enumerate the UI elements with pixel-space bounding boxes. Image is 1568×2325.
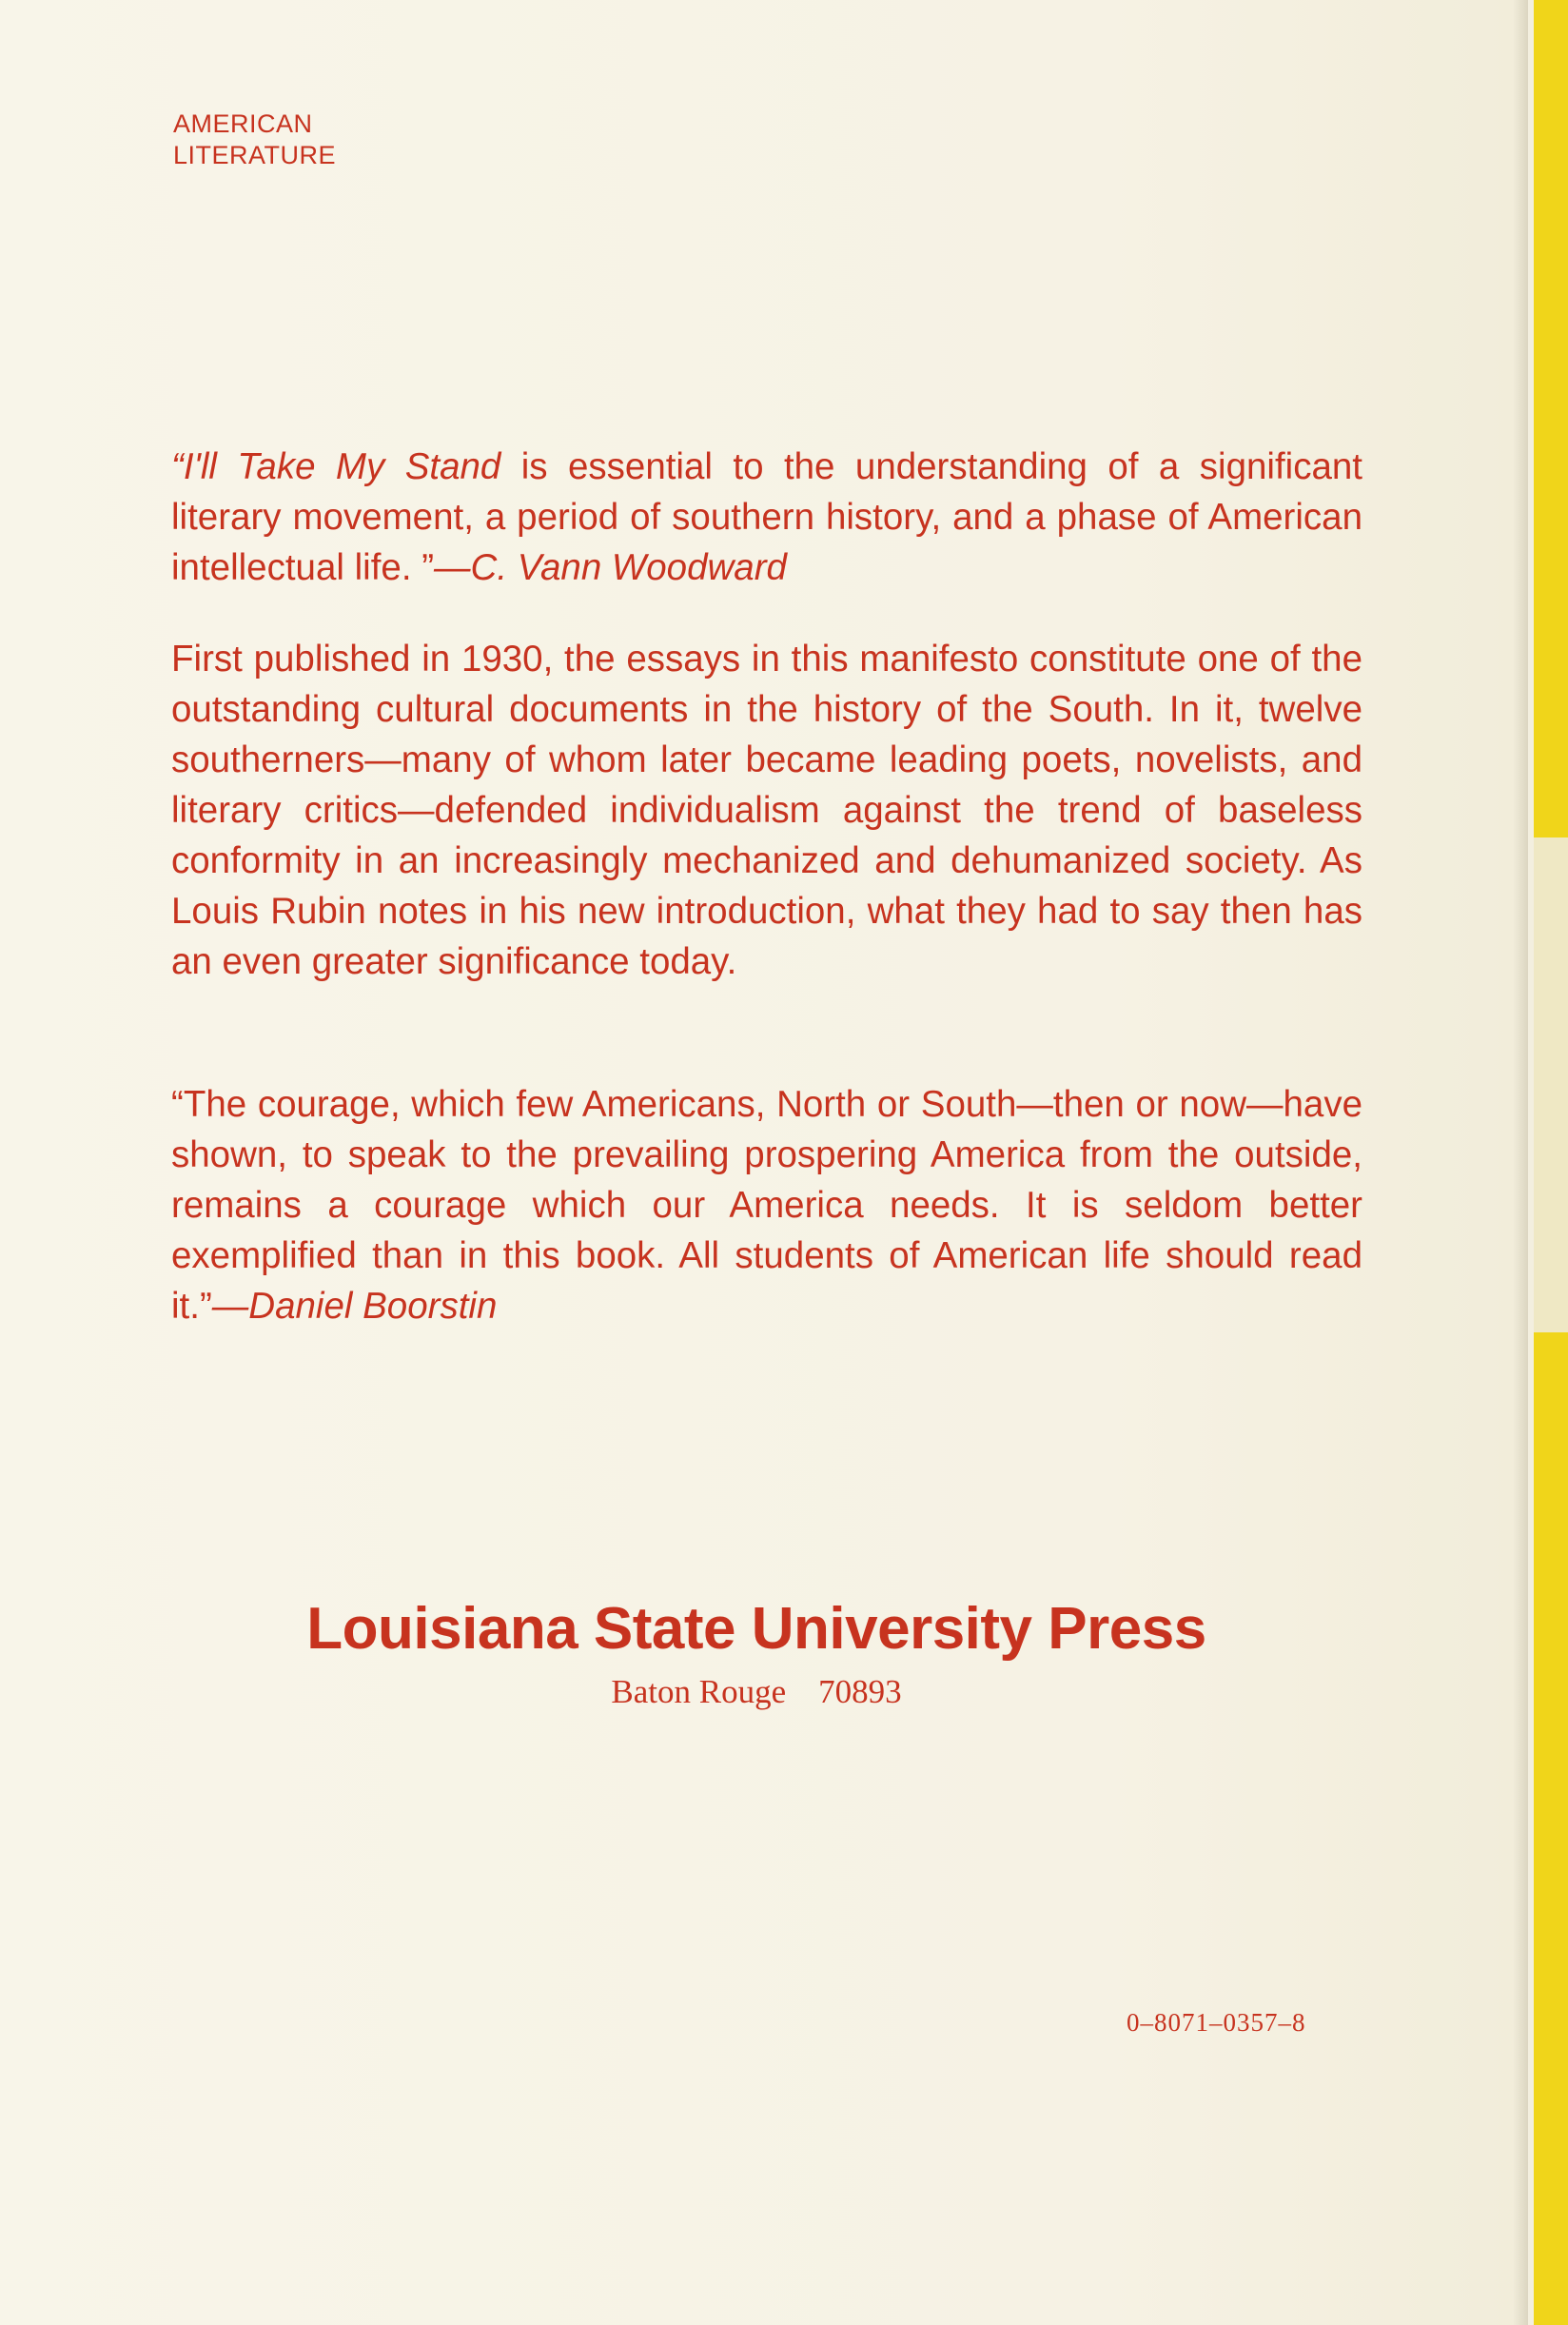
category-line-2: LITERATURE xyxy=(173,141,337,169)
book-description: First published in 1930, the essays in this manifesto constitute one of the outstanding cultural documents in the history of the South. In it, twelve southerners—many of whom later became leading poets, novelists, and literary critics—defended individualism against the trend of baseless conformity in an increasingly mechanized and dehumanized society. As Louis Rubin notes in his new introduction, what they had to say then has an even greater significance today. xyxy=(171,639,1362,982)
spine-faded-band xyxy=(1534,837,1568,1332)
woodward-attribution: —C. Vann Woodward xyxy=(434,547,787,588)
isbn-number: 0–8071–0357–8 xyxy=(1127,2008,1306,2037)
book-title: I'll Take My Stand xyxy=(183,446,501,487)
quote-open-mark: “ xyxy=(171,446,184,487)
spine-yellow-band-lower xyxy=(1534,1332,1568,2325)
publisher-location xyxy=(0,1673,1513,1711)
woodward-quote-text: is essential to the understanding of a significant literary movement, a period of southern history, and a phase of American intellectual life. ” xyxy=(171,446,1362,588)
cover-edge-shadow xyxy=(1513,0,1528,2325)
publisher-city: Baton Rouge xyxy=(611,1673,787,1710)
boorstin-attribution: —Daniel Boorstin xyxy=(211,1286,498,1327)
publisher-name: Louisiana State University Press xyxy=(306,1596,1206,1662)
publisher-zip: 70893 xyxy=(818,1673,902,1710)
category-line-1: AMERICAN xyxy=(173,109,313,138)
woodward-quote xyxy=(171,442,1362,593)
boorstin-quote-text: “The courage, which few Americans, North or South—then or now—have shown, to speak to the prevailing prospering America from the outside, remains a courage which our America needs. It is seldom better exemplified than in this book. All students of American life should read it.” xyxy=(171,1084,1362,1327)
spine-yellow-band-upper xyxy=(1534,0,1568,837)
boorstin-quote xyxy=(171,1079,1362,1331)
category-label xyxy=(173,108,336,171)
